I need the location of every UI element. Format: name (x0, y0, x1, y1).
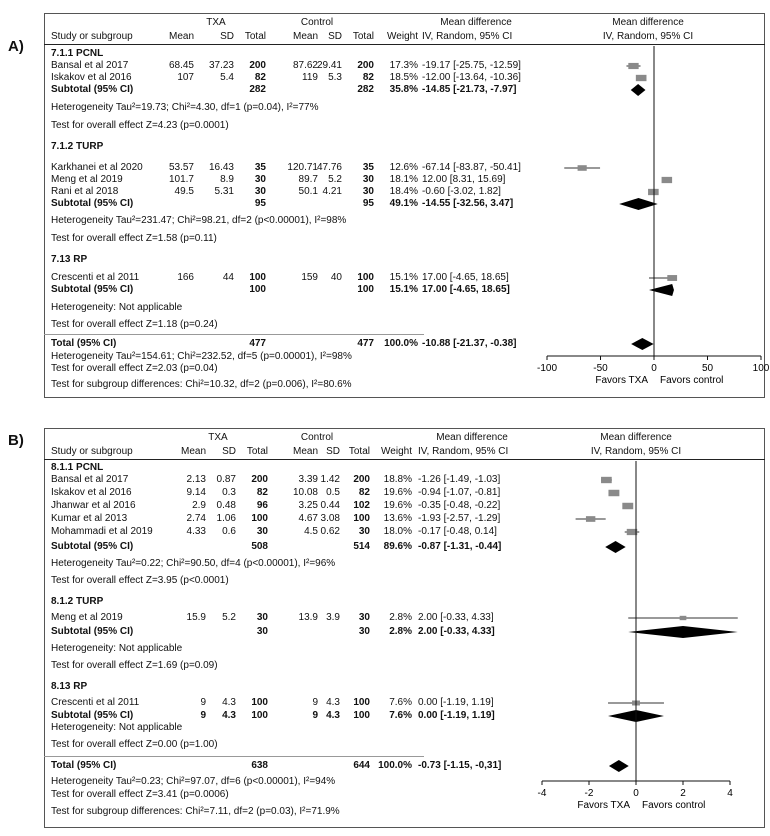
stat-note: Heterogeneity Tau²=19.73; Chi²=4.30, df=1 (p=0.04), I²=77% (51, 102, 319, 113)
study-label: Crescenti et al 2011 (51, 272, 140, 283)
stat-note: Heterogeneity Tau²=231.47; Chi²=98.21, df=2 (p<0.00001), I²=98% (51, 215, 347, 226)
control-total: 100 (353, 513, 370, 524)
total2-header: Total (352, 31, 374, 42)
x-tick-label: 0 (633, 788, 639, 799)
favors-control-label: Favors control (660, 375, 724, 386)
group2-header: Control (300, 432, 334, 443)
x-tick-label: -100 (536, 363, 558, 374)
weight-value: 7.6% (389, 697, 412, 708)
control-sd: 1.42 (320, 474, 340, 485)
control-mean: 159 (301, 272, 318, 283)
stat-note: Test for overall effect Z=1.58 (p=0.11) (51, 233, 217, 244)
control-sd: 3.08 (320, 513, 340, 524)
x-tick-label: -2 (584, 788, 594, 799)
txa-sd: 4.3 (222, 710, 236, 721)
study-estimate-marker (680, 616, 687, 620)
txa-mean: 49.5 (174, 186, 194, 197)
md-header: Mean difference (440, 17, 512, 28)
control-total: 35 (362, 162, 374, 173)
subgroup-label: 7.1.1 PCNL (51, 48, 104, 59)
txa-total: 82 (254, 72, 266, 83)
subgroup-label: 7.1.2 TURP (51, 141, 104, 152)
study-estimate-marker (586, 516, 595, 522)
txa-total: 100 (251, 710, 268, 721)
weight-value: 18.1% (389, 174, 418, 185)
total-label: Total (95% CI) (51, 338, 117, 349)
subtotal-label: Subtotal (95% CI) (51, 626, 134, 637)
weight-value: 2.8% (389, 626, 412, 637)
md-ci-value: -19.17 [-25.75, -12.59] (422, 60, 521, 71)
control-total: 100 (357, 272, 374, 283)
md-ci-value: 2.00 [-0.33, 4.33] (418, 626, 495, 637)
txa-mean: 9 (200, 697, 206, 708)
study-label: Iskakov et al 2016 (51, 72, 132, 83)
weight-value: 100.0% (384, 338, 418, 349)
md-ci-value: -67.14 [-83.87, -50.41] (422, 162, 521, 173)
txa-total: 100 (249, 272, 266, 283)
md-ci-value: -0.60 [-3.02, 1.82] (422, 186, 501, 197)
md-ci-value: 17.00 [-4.65, 18.65] (422, 272, 509, 283)
txa-mean: 2.13 (186, 474, 206, 485)
control-total: 82 (358, 487, 370, 498)
md-subheader: IV, Random, 95% CI (422, 31, 513, 42)
x-tick-label: 2 (680, 788, 686, 799)
weight-value: 19.6% (383, 487, 412, 498)
stat-note: Heterogeneity Tau²=0.22; Chi²=90.50, df=4 (p<0.00001), I²=96% (51, 558, 336, 569)
pooled-diamond (609, 760, 629, 772)
weight-header: Weight (381, 446, 412, 457)
study-estimate-marker (622, 503, 633, 509)
txa-total: 30 (256, 626, 268, 637)
subtotal-label: Subtotal (95% CI) (51, 284, 134, 295)
control-total: 282 (357, 84, 374, 95)
control-mean: 9 (312, 697, 318, 708)
md-ci-value: 12.00 [8.31, 15.69] (422, 174, 506, 185)
stat-note: Heterogeneity Tau²=154.61; Chi²=232.52, df=5 (p=0.00001), I²=98% (51, 351, 352, 362)
subgroup-label: 8.13 RP (51, 681, 88, 692)
control-sd: 0.62 (320, 526, 340, 537)
control-mean: 4.5 (304, 526, 318, 537)
txa-total: 638 (251, 760, 268, 771)
md-header: Mean difference (436, 432, 508, 443)
control-mean: 4.67 (298, 513, 318, 524)
weight-value: 18.5% (389, 72, 418, 83)
control-mean: 50.1 (298, 186, 318, 197)
txa-sd: 0.48 (216, 500, 236, 511)
subgroup-label: 8.1.1 PCNL (51, 462, 104, 473)
md-ci-value: -0.73 [-1.15, -0,31] (418, 760, 502, 771)
control-total: 477 (357, 338, 374, 349)
sd1-header: SD (222, 446, 236, 457)
weight-value: 15.1% (389, 272, 418, 283)
subtotal-label: Subtotal (95% CI) (51, 710, 134, 721)
txa-sd: 5.2 (222, 612, 236, 623)
weight-header: Weight (387, 31, 418, 42)
group1-header: TXA (208, 432, 228, 443)
control-sd: 4.21 (322, 186, 342, 197)
mean1-header: Mean (180, 446, 206, 457)
subgroup-label: 8.1.2 TURP (51, 596, 104, 607)
study-label: Crescenti et al 2011 (51, 697, 140, 708)
sd1-header: SD (220, 31, 234, 42)
control-mean: 13.9 (298, 612, 318, 623)
txa-mean: 4.33 (186, 526, 206, 537)
control-sd: 5.3 (328, 72, 342, 83)
txa-sd: 0.3 (222, 487, 236, 498)
study-label: Karkhanei et al 2020 (51, 162, 143, 173)
control-sd: 47.76 (316, 162, 342, 173)
sd2-header: SD (326, 446, 340, 457)
group2-header: Control (300, 17, 334, 28)
favors-control-label: Favors control (642, 800, 706, 811)
pooled-diamond (628, 626, 738, 638)
control-mean: 9 (312, 710, 318, 721)
mean1-header: Mean (168, 31, 194, 42)
txa-sd: 4.3 (222, 697, 236, 708)
md-ci-value: -1.26 [-1.49, -1.03] (418, 474, 501, 485)
md-ci-value: -0.17 [-0.48, 0.14] (418, 526, 497, 537)
x-tick-label: -50 (593, 363, 608, 374)
study-estimate-marker (608, 490, 619, 496)
md-subheader: IV, Random, 95% CI (418, 446, 509, 457)
stat-note: Test for overall effect Z=3.41 (p=0.0006) (51, 789, 229, 800)
md-ci-value: -12.00 [-13.64, -10.36] (422, 72, 521, 83)
study-label: Bansal et al 2017 (51, 474, 129, 485)
control-total: 30 (362, 186, 374, 197)
txa-mean: 2.9 (192, 500, 206, 511)
favors-txa-label: Favors TXA (577, 800, 630, 811)
control-total: 30 (358, 612, 370, 623)
control-mean: 120.71 (287, 162, 318, 173)
weight-value: 19.6% (383, 500, 412, 511)
total-label: Total (95% CI) (51, 760, 117, 771)
txa-mean: 9 (200, 710, 206, 721)
txa-mean: 15.9 (186, 612, 206, 623)
pooled-diamond (605, 541, 625, 553)
stat-note: Test for subgroup differences: Chi²=7.11, df=2 (p=0.03), I²=71.9% (51, 806, 340, 817)
txa-sd: 0.6 (222, 526, 236, 537)
weight-value: 2.8% (389, 612, 412, 623)
study-label: Bansal et al 2017 (51, 60, 129, 71)
weight-value: 18.8% (383, 474, 412, 485)
control-total: 100 (353, 697, 370, 708)
txa-total: 200 (249, 60, 266, 71)
study-estimate-marker (601, 477, 612, 483)
control-mean: 119 (302, 72, 318, 83)
x-tick-label: -4 (537, 788, 547, 799)
txa-sd: 0.87 (216, 474, 236, 485)
md-ci-value: -10.88 [-21.37, -0.38] (422, 338, 517, 349)
control-sd: 3.9 (326, 612, 340, 623)
txa-mean: 68.45 (168, 60, 194, 71)
md-ci-value: -1.93 [-2.57, -1.29] (418, 513, 501, 524)
md-ci-value: -14.55 [-32.56, 3.47] (422, 198, 514, 209)
control-total: 644 (353, 760, 370, 771)
panel-label: A) (8, 38, 24, 55)
stat-note: Heterogeneity: Not applicable (51, 722, 183, 733)
stat-note: Heterogeneity Tau²=0.23; Chi²=97.07, df=6 (p<0.00001), I²=94% (51, 776, 336, 787)
stat-note: Test for overall effect Z=4.23 (p=0.0001) (51, 120, 229, 131)
mean2-header: Mean (292, 31, 318, 42)
txa-total: 100 (249, 284, 266, 295)
subtotal-label: Subtotal (95% CI) (51, 84, 134, 95)
weight-value: 18.4% (389, 186, 418, 197)
subgroup-label: 7.13 RP (51, 254, 88, 265)
subtotal-label: Subtotal (95% CI) (51, 198, 134, 209)
txa-total: 30 (254, 186, 266, 197)
total1-header: Total (246, 446, 268, 457)
study-label: Mohammadi et al 2019 (51, 526, 153, 537)
sd2-header: SD (328, 31, 342, 42)
txa-total: 30 (256, 526, 268, 537)
x-tick-label: 50 (701, 363, 714, 374)
txa-mean: 107 (177, 72, 194, 83)
txa-sd: 5.31 (214, 186, 234, 197)
stat-note: Test for overall effect Z=1.69 (p=0.09) (51, 660, 218, 671)
txa-mean: 166 (177, 272, 194, 283)
txa-sd: 8.9 (220, 174, 234, 185)
study-label: Iskakov et al 2016 (51, 487, 132, 498)
txa-total: 35 (254, 162, 266, 173)
txa-mean: 9.14 (186, 487, 206, 498)
study-header: Study or subgroup (51, 446, 133, 457)
control-mean: 3.39 (298, 474, 318, 485)
x-tick-label: 4 (727, 788, 733, 799)
plot-md-header: Mean difference (612, 17, 684, 28)
mean2-header: Mean (292, 446, 318, 457)
panel-label: B) (8, 432, 24, 449)
study-label: Jhanwar et al 2016 (51, 500, 136, 511)
stat-note: Heterogeneity: Not applicable (51, 302, 183, 313)
txa-total: 100 (251, 513, 268, 524)
x-tick-label: 0 (651, 363, 657, 374)
txa-total: 200 (251, 474, 268, 485)
control-mean: 10.08 (292, 487, 318, 498)
control-total: 30 (358, 526, 370, 537)
txa-mean: 53.57 (168, 162, 194, 173)
weight-value: 12.6% (389, 162, 418, 173)
md-ci-value: -0.87 [-1.31, -0.44] (418, 541, 502, 552)
group1-header: TXA (206, 17, 226, 28)
stat-note: Test for subgroup differences: Chi²=10.32, df=2 (p=0.006), I²=80.6% (51, 379, 352, 390)
stat-note: Heterogeneity: Not applicable (51, 643, 183, 654)
control-total: 30 (362, 174, 374, 185)
md-ci-value: -0.94 [-1.07, -0.81] (418, 487, 501, 498)
plot-md-subheader: IV, Random, 95% CI (590, 446, 682, 457)
control-total: 200 (353, 474, 370, 485)
weight-value: 18.0% (383, 526, 412, 537)
txa-total: 30 (256, 612, 268, 623)
total1-header: Total (244, 31, 266, 42)
plot-md-header: Mean difference (600, 432, 672, 443)
txa-sd: 16.43 (208, 162, 234, 173)
control-sd: 0.5 (326, 487, 340, 498)
study-header: Study or subgroup (51, 31, 133, 42)
control-sd: 0.44 (320, 500, 340, 511)
control-total: 514 (353, 541, 370, 552)
control-sd: 29.41 (316, 60, 342, 71)
control-sd: 4.3 (326, 710, 340, 721)
txa-sd: 5.4 (220, 72, 234, 83)
md-ci-value: -14.85 [-21.73, -7.97] (422, 84, 517, 95)
study-label: Kumar et al 2013 (51, 513, 128, 524)
txa-total: 30 (254, 174, 266, 185)
txa-total: 96 (256, 500, 268, 511)
txa-total: 477 (249, 338, 266, 349)
md-ci-value: 0.00 [-1.19, 1.19] (418, 697, 494, 708)
txa-sd: 44 (222, 272, 234, 283)
weight-value: 15.1% (389, 284, 418, 295)
study-label: Rani et al 2018 (51, 186, 119, 197)
weight-value: 49.1% (389, 198, 418, 209)
txa-total: 282 (249, 84, 266, 95)
weight-value: 89.6% (383, 541, 412, 552)
txa-total: 95 (254, 198, 266, 209)
control-mean: 87.62 (292, 60, 318, 71)
stat-note: Test for overall effect Z=0.00 (p=1.00) (51, 739, 218, 750)
txa-total: 508 (251, 541, 268, 552)
stat-note: Test for overall effect Z=2.03 (p=0.04) (51, 363, 218, 374)
study-label: Meng et al 2019 (51, 612, 123, 623)
study-label: Meng et al 2019 (51, 174, 123, 185)
md-ci-value: 2.00 [-0.33, 4.33] (418, 612, 494, 623)
control-total: 100 (353, 710, 370, 721)
txa-total: 82 (256, 487, 268, 498)
txa-mean: 2.74 (186, 513, 206, 524)
control-total: 95 (362, 198, 374, 209)
weight-value: 100.0% (378, 760, 412, 771)
control-total: 82 (362, 72, 374, 83)
weight-value: 13.6% (383, 513, 412, 524)
txa-sd: 37.23 (208, 60, 234, 71)
stat-note: Test for overall effect Z=3.95 (p<0.0001) (51, 575, 229, 586)
weight-value: 7.6% (389, 710, 412, 721)
total2-header: Total (348, 446, 370, 457)
control-mean: 3.25 (298, 500, 318, 511)
txa-sd: 1.06 (216, 513, 236, 524)
control-mean: 89.7 (298, 174, 318, 185)
control-total: 100 (357, 284, 374, 295)
control-total: 30 (358, 626, 370, 637)
weight-value: 35.8% (389, 84, 418, 95)
control-sd: 5.2 (328, 174, 342, 185)
md-ci-value: 0.00 [-1.19, 1.19] (418, 710, 495, 721)
stat-note: Test for overall effect Z=1.18 (p=0.24) (51, 319, 218, 330)
plot-md-subheader: IV, Random, 95% CI (602, 31, 694, 42)
x-tick-label: 100 (752, 363, 770, 374)
control-total: 200 (357, 60, 374, 71)
favors-txa-label: Favors TXA (595, 375, 648, 386)
md-ci-value: 17.00 [-4.65, 18.65] (422, 284, 510, 295)
control-sd: 40 (330, 272, 342, 283)
subtotal-label: Subtotal (95% CI) (51, 541, 134, 552)
control-sd: 4.3 (326, 697, 340, 708)
txa-total: 100 (251, 697, 268, 708)
md-ci-value: -0.35 [-0.48, -0.22] (418, 500, 501, 511)
txa-mean: 101.7 (168, 174, 194, 185)
weight-value: 17.3% (389, 60, 418, 71)
control-total: 102 (353, 500, 370, 511)
